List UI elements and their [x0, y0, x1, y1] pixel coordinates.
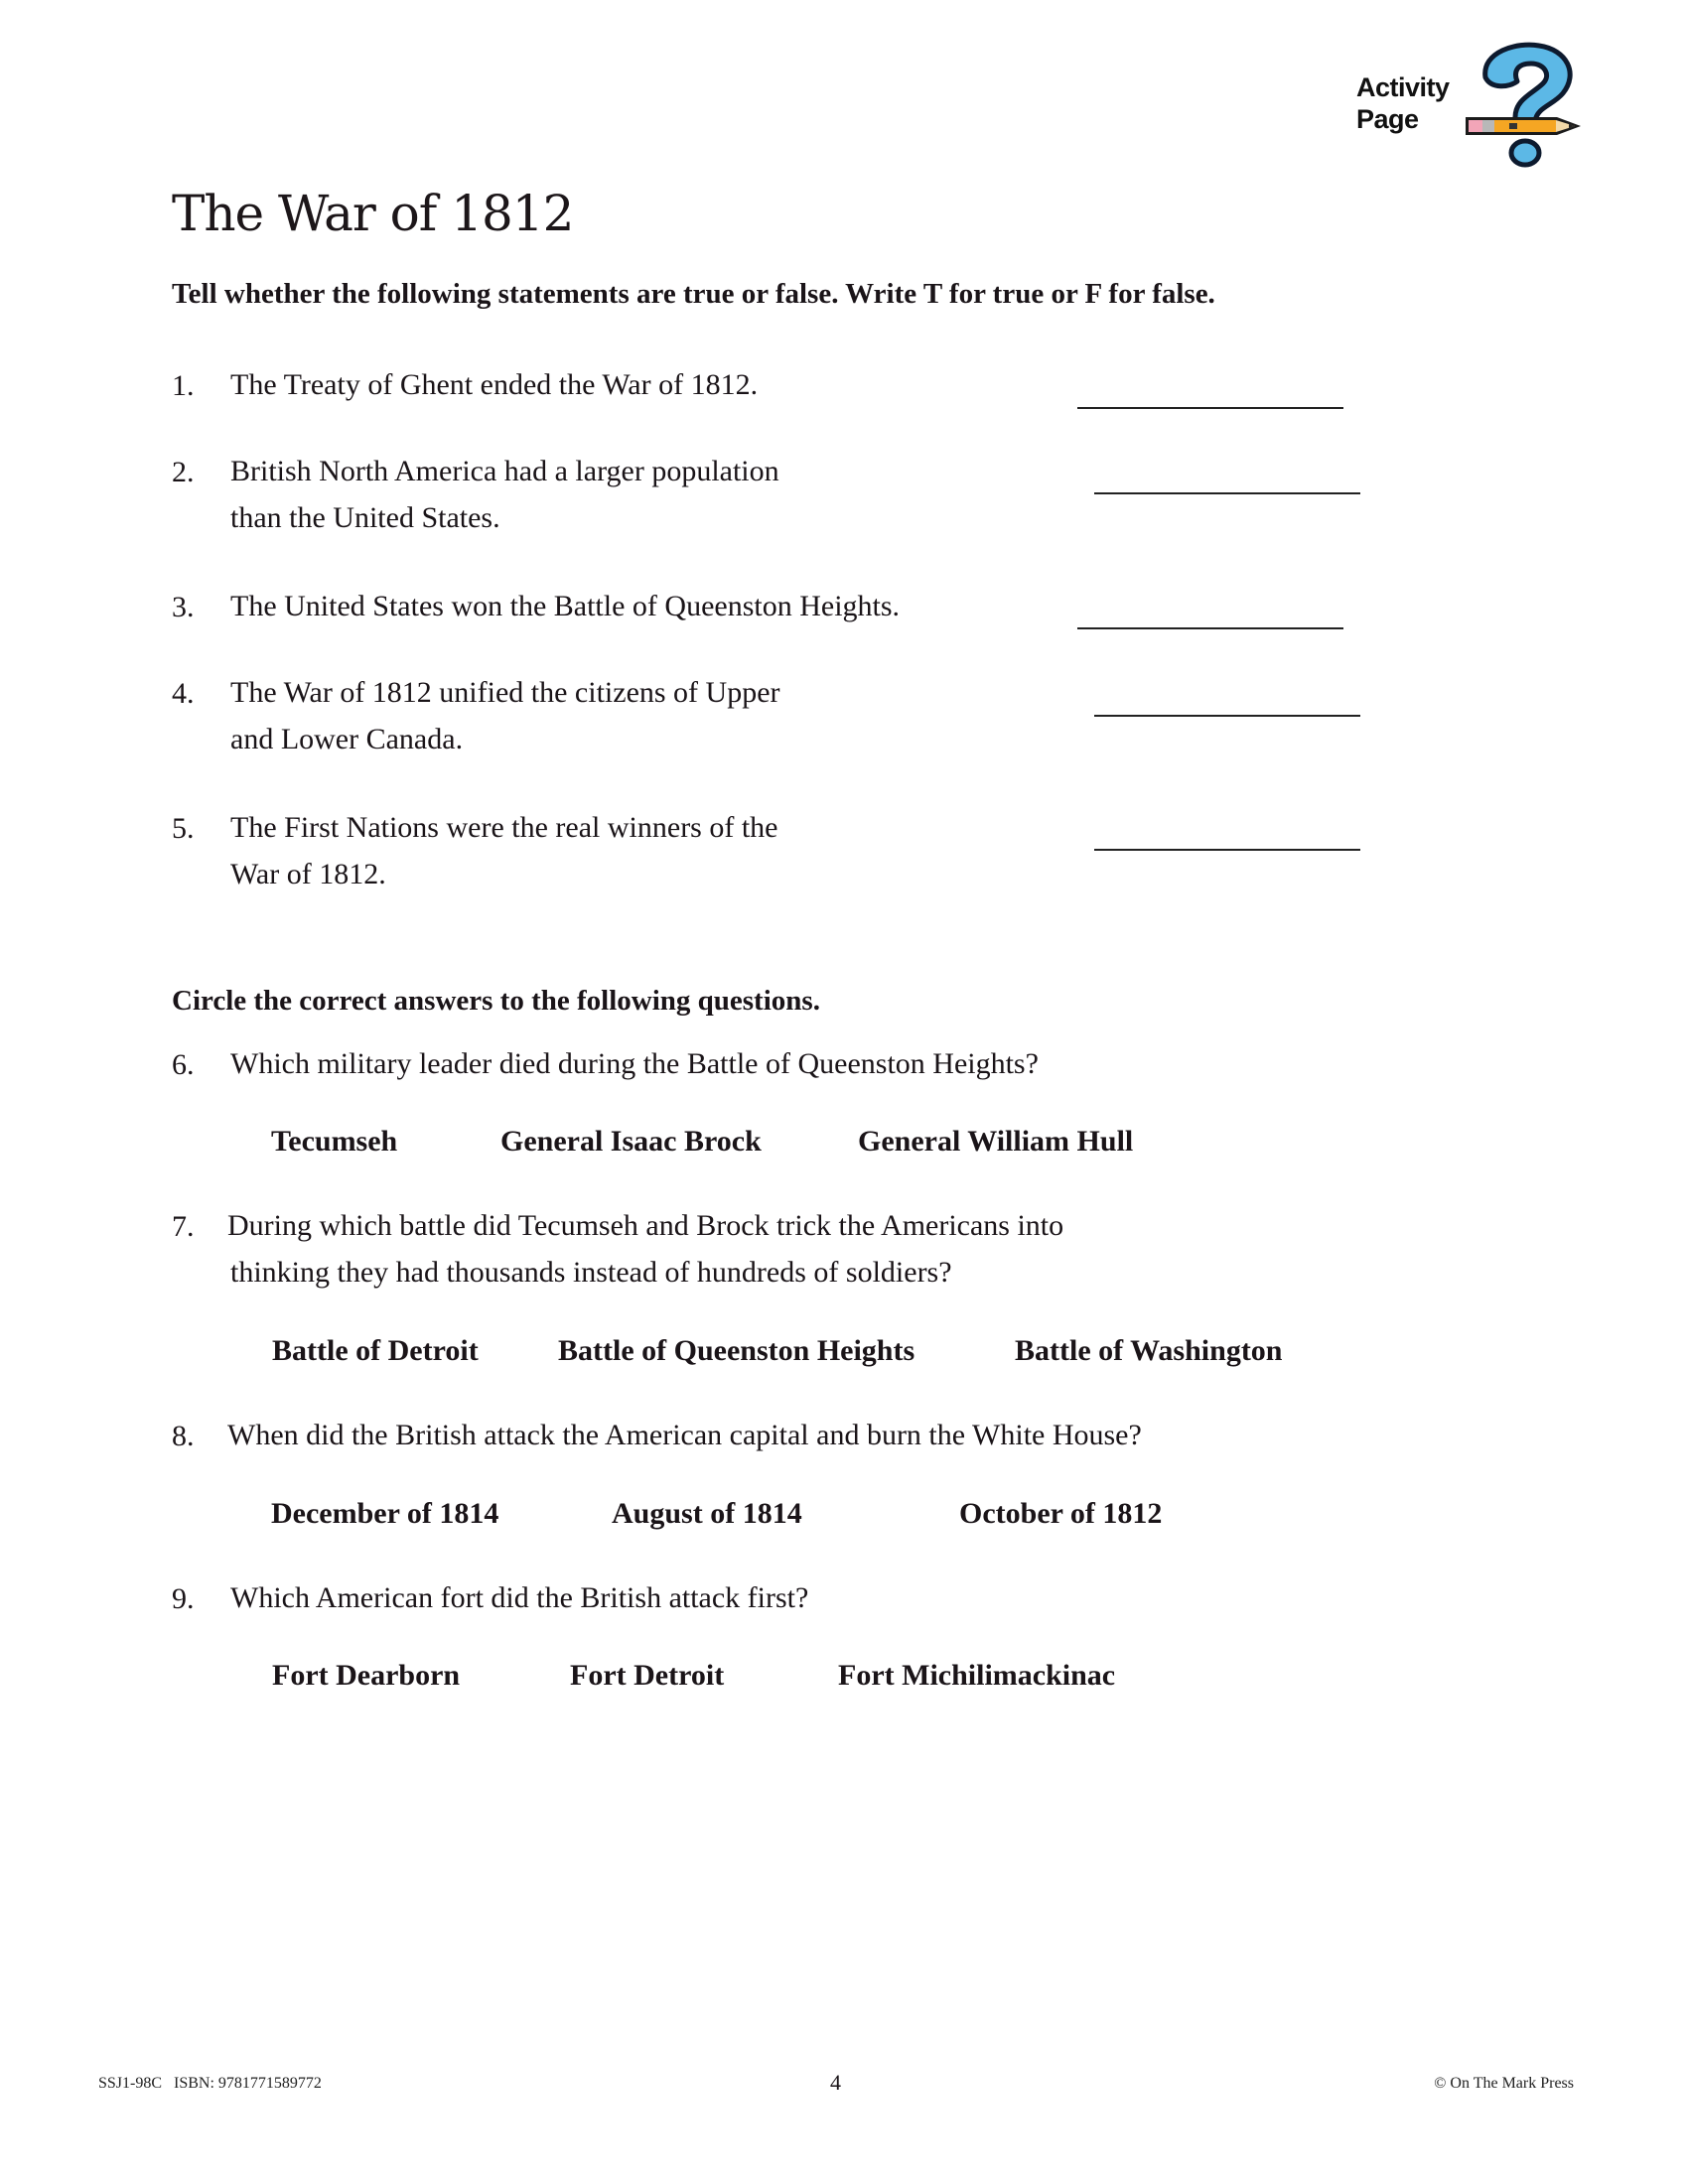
question-line: Which military leader died during the Battle of Queenston Heights? [230, 1047, 1039, 1080]
statement-line: and Lower Canada. [230, 723, 464, 755]
question-line: During which battle did Tecumseh and Brock trick the Americans into [227, 1209, 1064, 1242]
statement-text [230, 804, 778, 897]
choice-option[interactable]: October of 1812 [959, 1497, 1163, 1530]
footer-left [98, 2075, 322, 2093]
question-text [230, 1574, 808, 1621]
item-number: 2. [172, 456, 195, 488]
statement-line: than the United States. [230, 501, 500, 534]
choice-option[interactable]: Battle of Queenston Heights [558, 1334, 915, 1367]
question-number: 6. [172, 1048, 195, 1081]
statement-line: British North America had a larger population [230, 455, 779, 487]
true-false-instruction: Tell whether the following statements are true or false. Write T for true or F for false. [172, 278, 1215, 310]
statement-text [230, 361, 758, 408]
isbn: ISBN: 9781771589772 [174, 2075, 322, 2092]
statement-text [230, 448, 779, 541]
item-number: 1. [172, 369, 195, 402]
question-number: 8. [172, 1420, 195, 1452]
choice-option[interactable]: Fort Detroit [570, 1659, 725, 1692]
answer-blank-4[interactable] [1094, 715, 1360, 717]
question-line: thinking they had thousands instead of hundreds of soldiers? [230, 1256, 952, 1289]
choice-option[interactable]: Battle of Washington [1015, 1334, 1283, 1367]
activity-page-label [1356, 71, 1450, 135]
question-number: 7. [172, 1210, 195, 1243]
page-title: The War of 1812 [172, 185, 574, 242]
choice-option[interactable]: General Isaac Brock [500, 1125, 762, 1158]
question-line: When did the British attack the American capital and burn the White House? [227, 1419, 1142, 1451]
choice-option[interactable]: Fort Michilimackinac [838, 1659, 1116, 1692]
choice-option[interactable]: December of 1814 [271, 1497, 499, 1530]
statement-line: The First Nations were the real winners of the [230, 811, 778, 844]
statement-text [230, 669, 780, 762]
page-number: 4 [830, 2070, 841, 2095]
choice-option[interactable]: General William Hull [858, 1125, 1134, 1158]
item-number: 5. [172, 812, 195, 845]
statement-text [230, 583, 900, 629]
page-label: Page [1356, 104, 1419, 134]
question-line: Which American fort did the British attack first? [230, 1581, 809, 1614]
question-number: 9. [172, 1582, 195, 1615]
question-text [230, 1040, 1039, 1087]
choice-option[interactable]: Fort Dearborn [272, 1659, 461, 1692]
question-text [227, 1202, 1063, 1296]
question-mark-pencil-icon [1458, 38, 1597, 169]
choice-option[interactable]: August of 1814 [612, 1497, 802, 1530]
product-code: SSJ1-98C [98, 2075, 163, 2092]
answer-blank-2[interactable] [1094, 492, 1360, 494]
answer-blank-1[interactable] [1077, 407, 1343, 409]
answer-blank-5[interactable] [1094, 849, 1360, 851]
choice-option[interactable]: Battle of Detroit [272, 1334, 479, 1367]
question-text [227, 1412, 1142, 1458]
item-number: 4. [172, 677, 195, 710]
copyright: © On The Mark Press [1434, 2075, 1574, 2092]
statement-line: War of 1812. [230, 858, 386, 890]
answer-blank-3[interactable] [1077, 627, 1343, 629]
item-number: 3. [172, 591, 195, 623]
circle-answers-instruction: Circle the correct answers to the following questions. [172, 985, 820, 1017]
statement-line: The United States won the Battle of Queenston Heights. [230, 590, 901, 622]
statement-line: The Treaty of Ghent ended the War of 1812. [230, 368, 759, 401]
activity-label: Activity [1356, 72, 1450, 102]
statement-line: The War of 1812 unified the citizens of Upper [230, 676, 780, 709]
choice-option[interactable]: Tecumseh [271, 1125, 398, 1158]
